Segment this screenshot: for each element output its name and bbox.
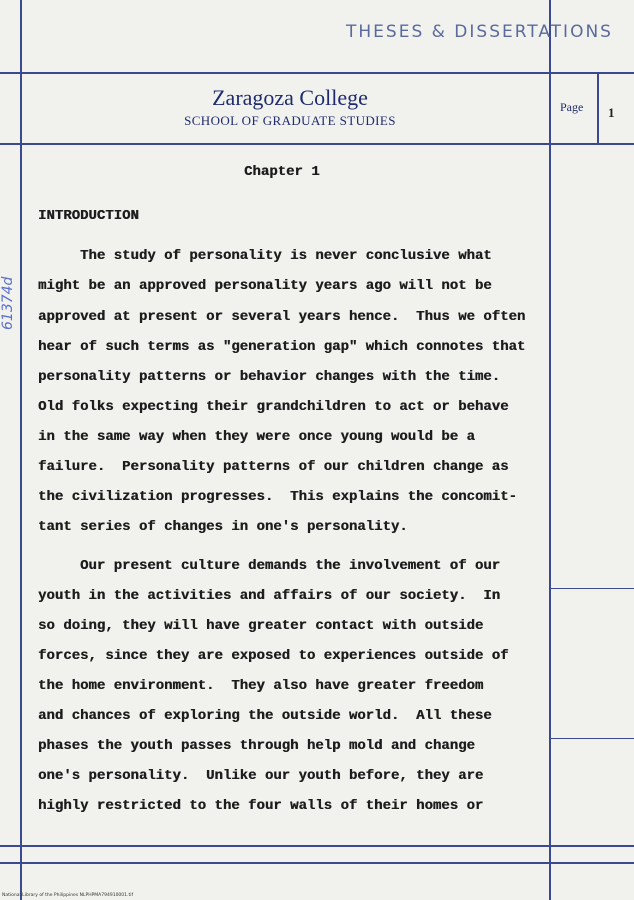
body-line: might be an approved personality years ago will not be	[38, 278, 492, 294]
section-heading: INTRODUCTION	[38, 208, 139, 224]
scan-footer: National Library of the Philippines NLPHPMA794910001.tif	[2, 893, 134, 898]
body-line: phases the youth passes through help mold and change	[38, 738, 475, 754]
college-name: Zaragoza College	[212, 85, 368, 110]
header-top-line	[0, 72, 634, 74]
body-line: and chances of exploring the outside world. All these	[38, 708, 492, 724]
body-line: the civilization progresses. This explains the concomit-	[38, 489, 517, 505]
frame-left-line	[20, 0, 22, 900]
body-line: one's personality. Unlike our youth before, they are	[38, 768, 484, 784]
body-line: in the same way when they were once young would be a	[38, 429, 475, 445]
body-line: hear of such terms as "generation gap" which connotes that	[38, 339, 526, 355]
page-label: Page	[560, 100, 584, 114]
body-line: failure. Personality patterns of our children change as	[38, 459, 509, 475]
body-line: the home environment. They also have greater freedom	[38, 678, 484, 694]
body-line: tant series of changes in one's personality.	[38, 519, 408, 535]
body-line: personality patterns or behavior changes with the time.	[38, 369, 501, 385]
body-line: Old folks expecting their grandchildren to act or behave	[38, 399, 509, 415]
body-line: forces, since they are exposed to experiences outside of	[38, 648, 509, 664]
theses-stamp: THESES & DISSERTATIONS	[346, 22, 613, 42]
body-line: Our present culture demands the involvement of our	[38, 558, 501, 574]
body-line: approved at present or several years hence. Thus we often	[38, 309, 526, 325]
chapter-title: Chapter 1	[244, 164, 320, 180]
frame-right-line	[549, 0, 551, 900]
footer-top-line	[0, 845, 634, 847]
page-box-divider	[597, 73, 599, 143]
page-number: 1	[608, 105, 615, 120]
body-line: youth in the activities and affairs of our society. In	[38, 588, 501, 604]
right-margin-line-1	[550, 588, 634, 589]
right-margin-line-2	[550, 738, 634, 739]
school-name: SCHOOL OF GRADUATE STUDIES	[184, 113, 396, 128]
margin-handwritten-note: 61374d	[0, 276, 16, 330]
body-line: so doing, they will have greater contact with outside	[38, 618, 484, 634]
body-line: highly restricted to the four walls of their homes or	[38, 798, 484, 814]
body-line: The study of personality is never conclusive what	[38, 248, 492, 264]
header-bottom-line	[0, 143, 634, 145]
footer-bottom-line	[0, 862, 634, 864]
